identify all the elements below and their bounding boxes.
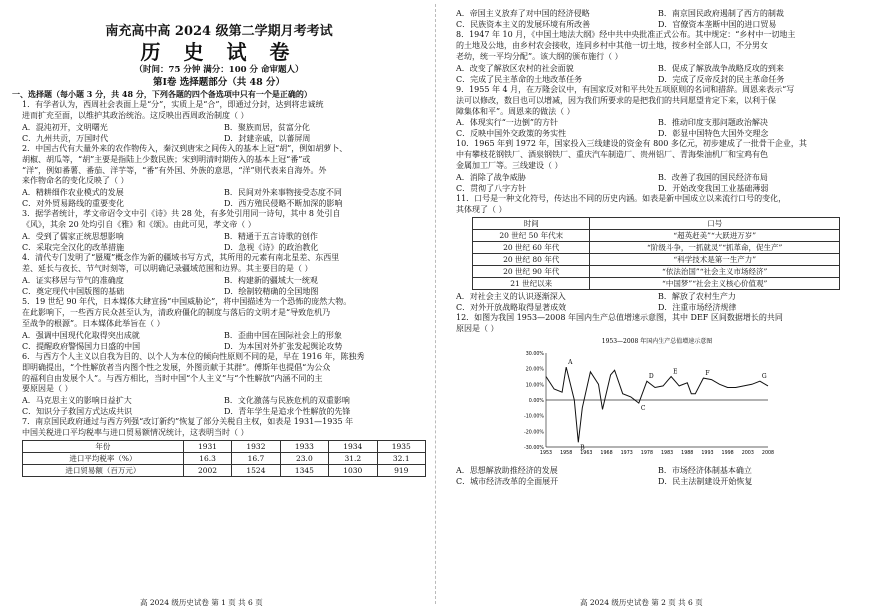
- table-cell: 32.1: [377, 453, 426, 465]
- y-tick-label: 0.00%: [528, 398, 544, 404]
- option-d: D．封建亲戚，以蕃屏周: [224, 133, 311, 143]
- table-cell: 20 世纪 90 年代: [473, 265, 590, 277]
- option-a: A．消除了战争威胁: [456, 173, 526, 183]
- option-a: A．思想解放助推经济的发展: [456, 465, 558, 475]
- x-tick-label: 1998: [721, 450, 734, 456]
- option-c: C．对外开放战略取得显著成效: [456, 302, 567, 312]
- question-11: [446, 194, 860, 313]
- table-row: [473, 229, 840, 241]
- column-divider: [435, 4, 436, 604]
- option-c: C．提醒政府警惕国力日盛的中国: [22, 341, 141, 351]
- exam-title: 南充高中高 2024 级第二学期月考考试: [105, 24, 333, 39]
- table-cell: “超英赶美”“大跃进万岁”: [590, 229, 840, 241]
- option-d: D．彰显中国特色大国外交理念: [658, 129, 769, 139]
- option-c: C．完成了民主革命的土地改革任务: [456, 74, 583, 84]
- option-d: D．官僚资本垄断中国的进口贸易: [658, 20, 777, 29]
- question-7-options: [446, 8, 860, 30]
- option-a: A．对社会主义的认识逐渐深入: [456, 291, 566, 301]
- page-footer-right: 高 2024 级历史试卷 第 2 页 共 6 页: [580, 598, 703, 607]
- table-header: 1933: [280, 441, 328, 453]
- question-text: 10．1965 年到 1972 年，国家投入三线建设的资金有 800 多亿元，初步建成了一批骨干企业，其: [456, 139, 807, 149]
- table-cell: “中国梦”“社会主义核心价值观”: [590, 277, 840, 289]
- question-text: 6．与西方个人主义以自我为目的、以个人为本位的倾向性原则不同的是，早在 1916 年，陈独秀: [22, 351, 365, 361]
- question-text: 原因是（ ）: [456, 323, 499, 333]
- question-text: 障集体和平”。周恩来的做法（ ）: [456, 106, 575, 116]
- question-text: 即明确提出，“个性解放者当内图个性之发展，外图贡献于其群”。傅斯年也提倡“为公众: [22, 362, 331, 372]
- option-c: C．采取完全汉化的改革措施: [22, 243, 125, 253]
- question-8: [446, 30, 860, 85]
- x-tick-label: 1988: [681, 450, 694, 456]
- option-c: C．城市经济改革的全面展开: [456, 476, 559, 486]
- option-c: C．反映中国外交政策的务实性: [456, 129, 567, 139]
- option-a: A．强调中国现代化取得突出成就: [22, 330, 140, 340]
- question-text: 中国关税进口平均税率与进口贸易额情况统计，这表明当时（ ）: [22, 428, 249, 438]
- y-tick-label: 30.00%: [525, 351, 544, 357]
- option-d: D．绘制较精确的全国地图: [224, 286, 319, 296]
- question-text: 5．19 世纪 90 年代，日本媒体大肆宣扬“中国威胁论”，将中国描述为一个恐怖的庞然大物。: [22, 296, 352, 306]
- option-b: B．民间对外来事物接受态度不同: [224, 188, 342, 198]
- x-tick-label: 1983: [660, 450, 674, 456]
- question-text: 的土地及公地，由乡村农会接收，连同乡村中其他一切土地，按乡村全部人口，不分男女: [456, 40, 768, 50]
- question-text: 中有攀枝花钢铁厂、酒泉钢铁厂、重庆汽车制造厂、贵州铝厂、青海柴油机厂和宝鸡有色: [456, 150, 768, 160]
- question-text: 9．1955 年 4 月，在万隆会议中，有国家反对和平共处五项原则的名词和措辞。周恩来表示“写: [456, 84, 795, 94]
- table-cell: 919: [377, 465, 426, 477]
- gdp-growth-chart-svg: [516, 335, 776, 465]
- option-d: D．西方殖民侵略不断加深的影响: [224, 199, 343, 209]
- page-footer-left: 高 2024 级历史试卷 第 1 页 共 6 页: [140, 598, 263, 607]
- table-cell: 进口贸易额（百万元）: [23, 465, 184, 477]
- table-header: 1935: [377, 441, 426, 453]
- exam-subject: 历 史 试 卷: [140, 40, 298, 64]
- question-text: 12．如图为我国 1953—2008 年国内生产总值增速示意图，其中 DEF 区间数据增长的共同: [456, 312, 783, 322]
- question-text: 11．口号是一种文化符号，传达出不同的历史内涵。如表是新中国成立以来流行口号的变化，: [456, 194, 787, 204]
- question-text: 在此影响下，一些西方民众甚至认为，清政府僵化的制度与落后的文明才是“导致危机乃: [22, 307, 331, 317]
- question-10: [446, 139, 860, 194]
- y-tick-label: -20.00%: [523, 430, 544, 436]
- option-c: C．奠定现代中国版图的基础: [22, 286, 125, 296]
- point-label-c: C: [640, 404, 646, 412]
- question-5: [12, 297, 426, 352]
- option-b: B．促成了解放战争战略反攻的到来: [658, 63, 784, 73]
- option-c: C．知识分子救国方式达成共识: [22, 407, 133, 417]
- question-12: [446, 313, 860, 487]
- y-tick-label: -10.00%: [523, 414, 544, 420]
- question-6: [12, 352, 426, 418]
- option-b: B．歪曲中国在国际社会上的形象: [224, 330, 342, 340]
- option-a: A．体现实行“一边倒”的方针: [456, 118, 558, 128]
- question-text: 7．南京国民政府通过与西方列强“改订新约”恢复了部分关税自主权，如表是 1931—1935 年: [22, 417, 354, 427]
- question-text: 至战争的根源”。日本媒体此举旨在（ ）: [22, 318, 165, 328]
- question-4: [12, 253, 426, 297]
- x-tick-label: 1973: [620, 450, 633, 456]
- option-d: D．开始改变我国工业基础薄弱: [658, 184, 769, 194]
- right-column: [446, 8, 860, 487]
- table-cell: 1345: [280, 465, 328, 477]
- x-tick-label: 1953: [539, 450, 553, 456]
- x-tick-label: 2003: [741, 450, 754, 456]
- option-b: B．解放了农村生产力: [658, 291, 736, 301]
- option-b: B．市场经济体制基本确立: [658, 465, 752, 475]
- question-text: 胡椒、胡瓜等，“胡”主要是指陆上少数民族；宋到明清时期传入的基本上冠“番”或: [22, 154, 311, 164]
- x-tick-label: 1963: [580, 450, 593, 456]
- question-9: [446, 85, 860, 140]
- option-a: A．证实移居与节气的准确度: [22, 275, 124, 285]
- option-a: A．受到了儒家正统思想影响: [22, 232, 124, 242]
- question-7: [12, 417, 426, 477]
- option-a: A．精耕细作农业模式的发展: [22, 188, 124, 198]
- exam-meta: （时间：75 分钟 满分：100 分 命审题人）: [134, 65, 304, 75]
- question-text: 其体现了（ ）: [456, 205, 507, 215]
- question-text: 3．据学者统计，孝文帝诏令文中引《诗》共 28 处，有多处引用同一诗句，其中 8 处引自: [22, 209, 341, 219]
- table-header: 口号: [590, 217, 840, 229]
- table-cell: 1524: [232, 465, 280, 477]
- gdp-growth-chart: [516, 335, 776, 465]
- table-row: [23, 465, 426, 477]
- table-cell: 16.3: [183, 453, 231, 465]
- point-label-f: F: [705, 369, 710, 377]
- left-column: [12, 8, 426, 477]
- option-a: A．马克思主义的影响日益扩大: [22, 396, 132, 406]
- option-b: B．南京国民政府遏制了西方的制裁: [658, 9, 784, 18]
- question-text: 《风》，其余 20 处均引自《雅》和《颂》。由此可见，孝文帝（ ）: [22, 220, 256, 230]
- x-tick-label: 1978: [640, 450, 654, 456]
- y-tick-label: -30.00%: [523, 445, 544, 451]
- option-a: A．混沌初开，文明曙光: [22, 122, 108, 132]
- question-text: 来作物命名的变化反映了（ ）: [22, 176, 129, 186]
- option-b: B．精通于五言诗歌的创作: [224, 232, 318, 242]
- option-b: B．文化激荡与民族危机的双重影响: [224, 396, 350, 406]
- option-d: D．青年学生是追求个性解放的先锋: [224, 407, 351, 417]
- question-text: 差、延长与夜长、节气时刻等，可以明确记录疆域范围和边界。其主要目的是（ ）: [22, 264, 313, 274]
- option-c: C．对外贸易路线的重要变化: [22, 199, 125, 209]
- slogan-table: [472, 217, 840, 290]
- x-tick-label: 1993: [701, 450, 714, 456]
- tariff-table: [22, 440, 426, 477]
- point-label-b: B: [580, 444, 585, 452]
- option-d: D．完成了反帝反封的民主革命任务: [658, 74, 785, 84]
- table-row: [473, 265, 840, 277]
- point-label-e: E: [673, 368, 678, 376]
- option-b: B．构建新的疆域大一统观: [224, 275, 318, 285]
- y-tick-label: 10.00%: [525, 383, 544, 389]
- question-text: 4．清代专门发明了“蜃魇”概念作为新的疆域书写方式，其所用的元素有南北星差、东西里: [22, 253, 340, 263]
- section-heading: 第Ⅰ卷 选择题部分（共 48 分）: [152, 77, 286, 88]
- chart-title: 1953—2008 年国内生产总值增速示意图: [601, 337, 713, 345]
- table-row: [473, 241, 840, 253]
- table-header: 年份: [23, 441, 184, 453]
- table-row: [473, 253, 840, 265]
- option-b: B．推动印度支那问题政治解决: [658, 118, 768, 128]
- y-tick-label: 20.00%: [525, 367, 544, 373]
- table-cell: 31.2: [329, 453, 377, 465]
- x-tick-label: 2008: [761, 450, 775, 456]
- option-b: B．聚族而居，贫富分化: [224, 122, 310, 132]
- option-d: D．为本国对外扩张发起舆论攻势: [224, 341, 343, 351]
- table-row: [23, 453, 426, 465]
- question-text: 老幼，统一平均分配”。该大纲的颁布施行（ ）: [456, 51, 623, 61]
- option-d: D．民主法制建设开始恢复: [658, 476, 753, 486]
- table-row: [473, 277, 840, 289]
- option-c: C．九州共贡，万国时代: [22, 133, 109, 143]
- table-cell: “阶级斗争，一抓就灵”“抓革命，促生产”: [590, 241, 840, 253]
- option-d: D．急视《诗》的政治教化: [224, 243, 319, 253]
- table-cell: 20 世纪 50 年代末: [473, 229, 590, 241]
- question-text: “洋”，例如番薯、番茄、洋芋等，“番”有外国、外族的意思，“洋”则代表来自海外。外: [22, 165, 327, 175]
- question-text: 2．中国古代有大量外来的农作物传入，秦汉到唐宋之间传入的基本上冠“胡”，例如胡萝卜、: [22, 143, 348, 153]
- table-cell: 21 世纪以来: [473, 277, 590, 289]
- question-text: 法可以修改，数目也可以增减，因为我们所要求的是把我们的共同愿望肯定下来，以利于保: [456, 95, 776, 105]
- point-label-a: A: [568, 358, 573, 366]
- question-3: [12, 209, 426, 253]
- table-header: 1932: [232, 441, 280, 453]
- question-2: [12, 144, 426, 210]
- gdp-growth-line: [546, 367, 768, 442]
- x-tick-label: 1968: [600, 450, 613, 456]
- table-header: 时间: [473, 217, 590, 229]
- option-a: A．改变了解放区农村的社会面貌: [456, 63, 574, 73]
- table-cell: 23.0: [280, 453, 328, 465]
- point-label-g: G: [761, 372, 767, 380]
- point-label-d: D: [648, 372, 654, 380]
- option-c: C．贯彻了八字方针: [456, 184, 527, 194]
- option-b: B．改善了我国的国民经济布局: [658, 173, 768, 183]
- question-1: [12, 100, 426, 144]
- table-header: 1931: [183, 441, 231, 453]
- x-tick-label: 1958: [560, 450, 573, 456]
- table-cell: 20 世纪 60 年代: [473, 241, 590, 253]
- question-text: 8．1947 年 10 月，《中国土地法大纲》经中共中央批准正式公布。其中规定：“乡村中一切地主: [456, 30, 796, 39]
- table-cell: 16.7: [232, 453, 280, 465]
- option-c: C．民族资本主义的发展环境有所改善: [456, 20, 591, 29]
- instructions: 一、选择题（每小题 3 分，共 48 分，下列各题的四个备选项中只有一个是正确的）: [12, 89, 312, 99]
- option-d: D．注重市场经济规律: [658, 302, 737, 312]
- table-cell: 20 世纪 80 年代: [473, 253, 590, 265]
- table-cell: “科学技术是第一生产力”: [590, 253, 840, 265]
- question-text: 1．有学者认为，西周社会表面上是“分”，实质上是“合”，即通过分封，达到将忠诚统: [22, 99, 324, 109]
- question-text: 进而扩充至面，以维护其政治统治。这反映出西周政治制度（ ）: [22, 110, 249, 120]
- question-text: 要原因是（ ）: [22, 384, 73, 394]
- table-cell: 2002: [183, 465, 231, 477]
- table-cell: 1030: [329, 465, 377, 477]
- option-a: A．帝国主义放弃了对中国的经济侵略: [456, 9, 590, 18]
- question-text: 的福利自由发展个人”。与西方相比，当时中国“个人主义”与“个性解放”内涵不同的主: [22, 373, 323, 383]
- table-cell: “依法治国”“社会主义市场经济”: [590, 265, 840, 277]
- table-header: 1934: [329, 441, 377, 453]
- table-cell: 进口平均税率（%）: [23, 453, 184, 465]
- question-text: 金属加工厂等。三线建设（ ）: [456, 161, 563, 171]
